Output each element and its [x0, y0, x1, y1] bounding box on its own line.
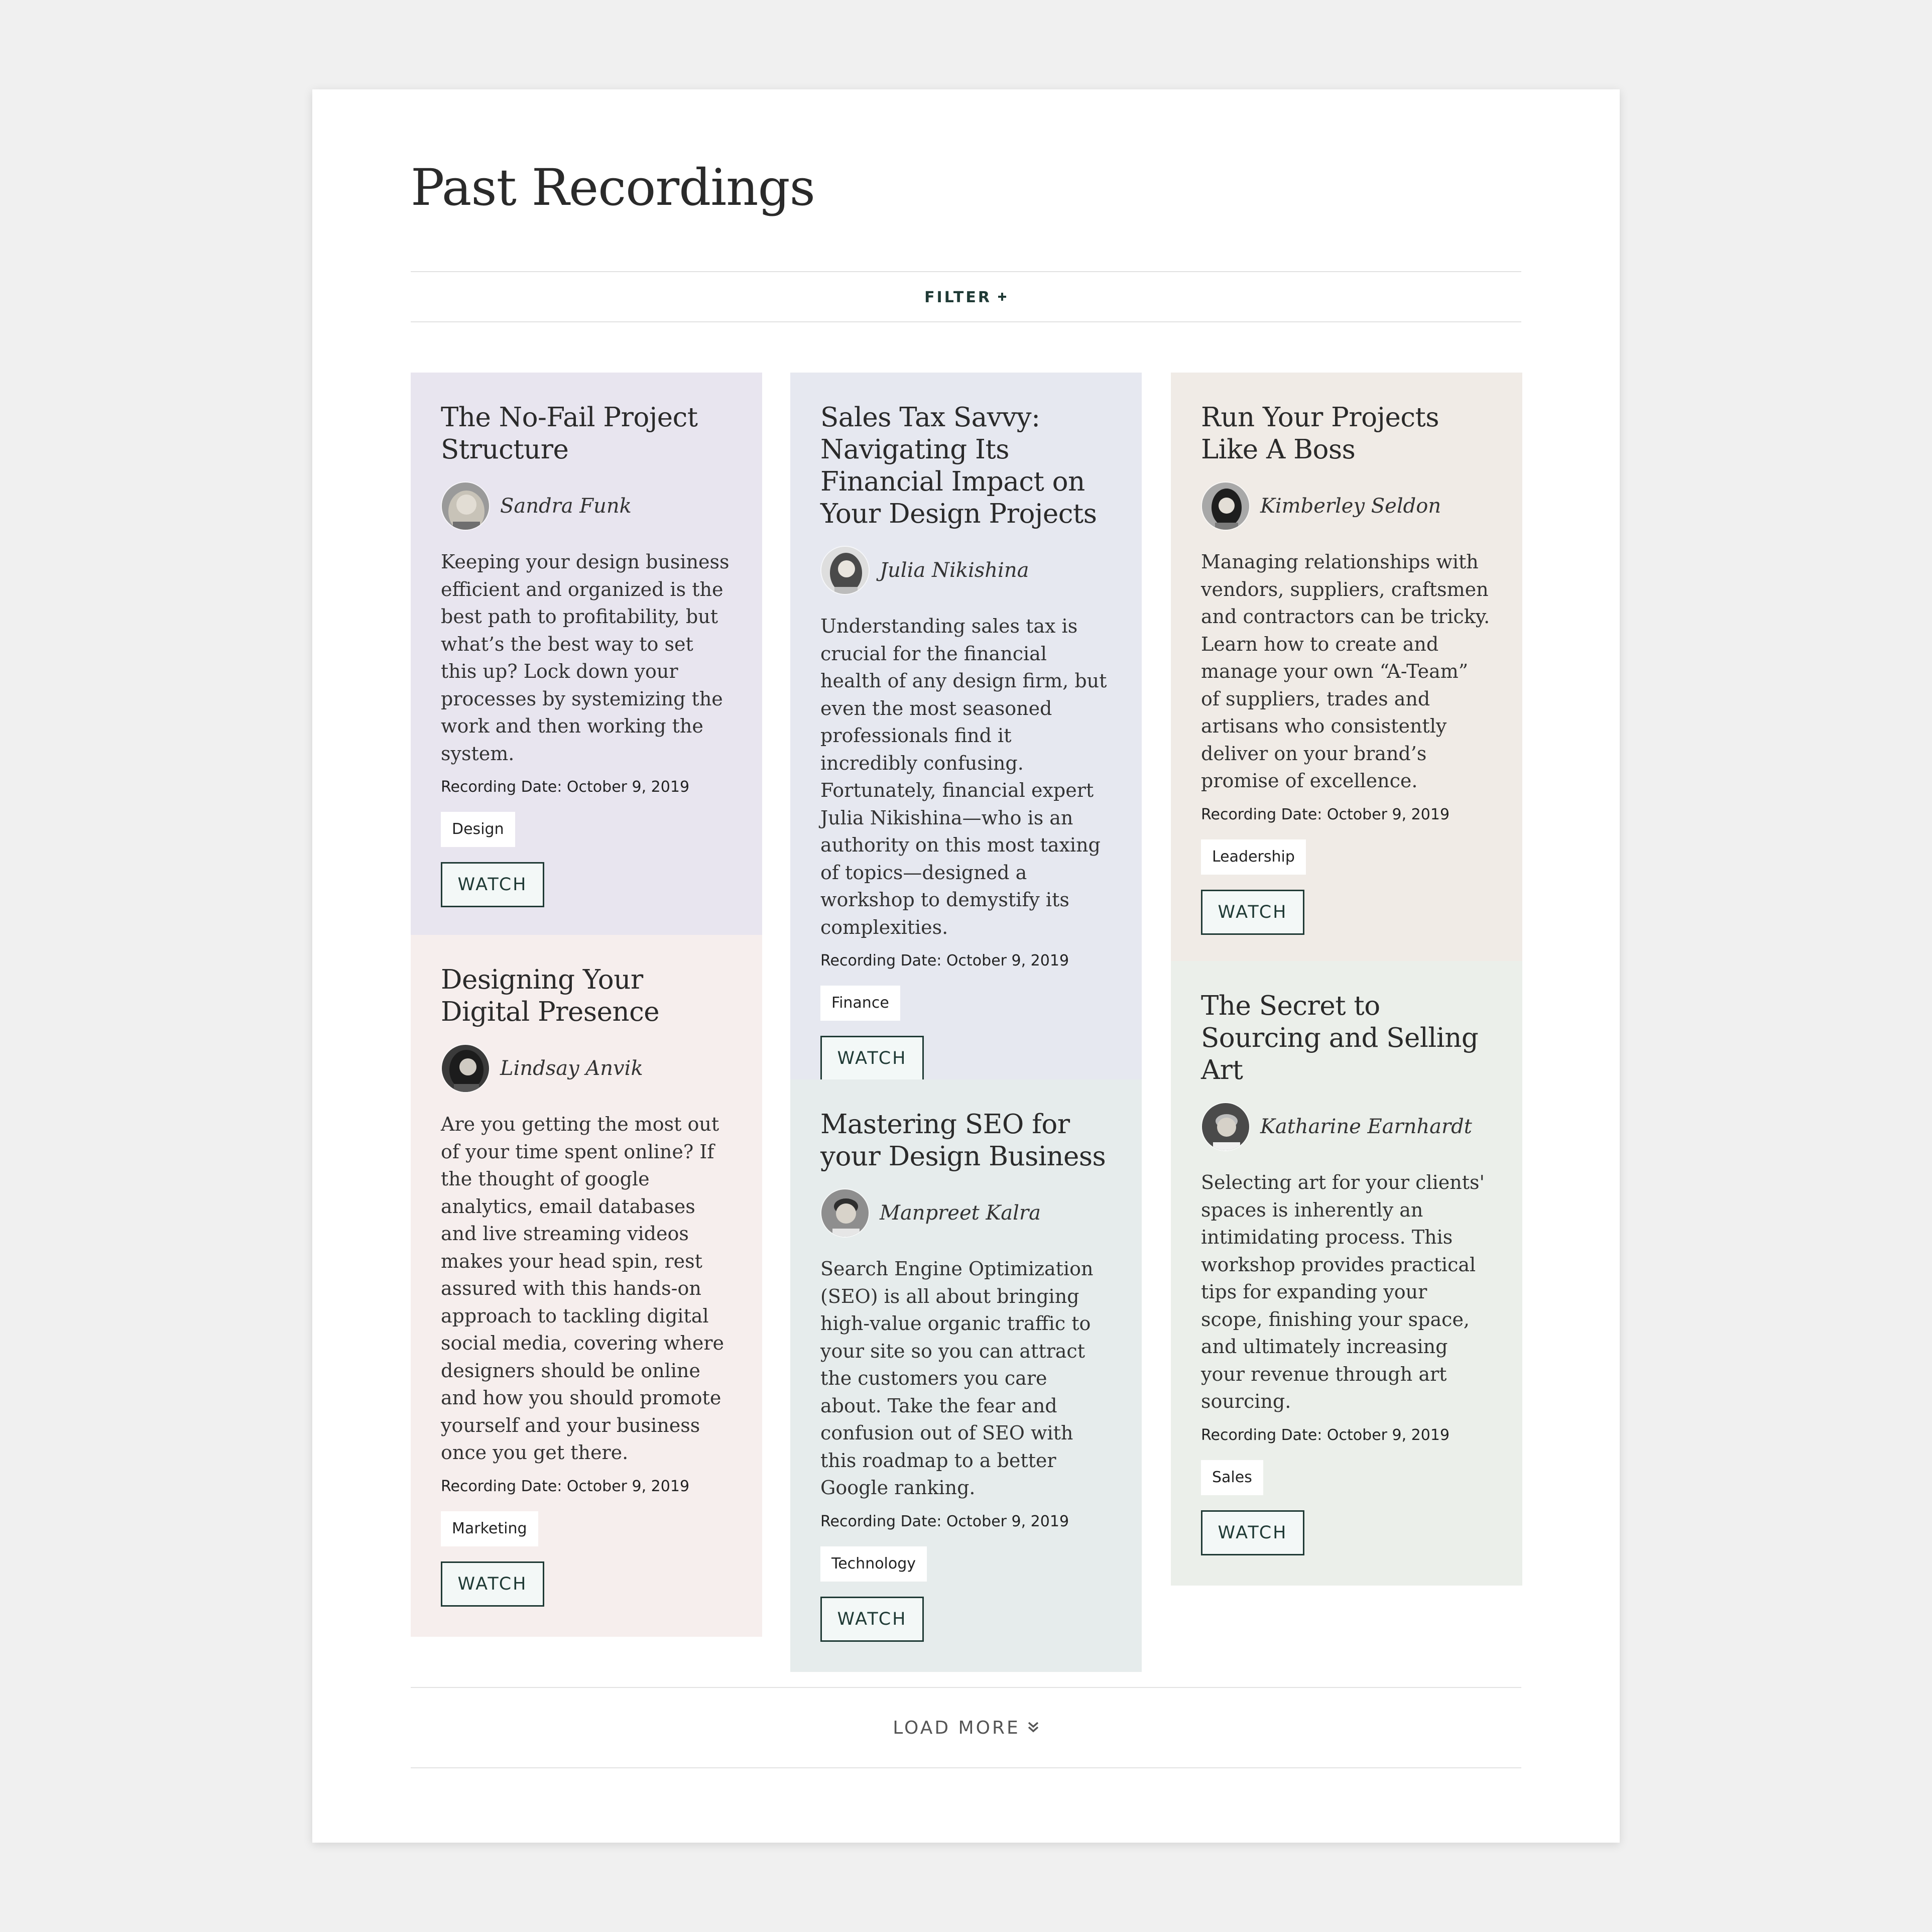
- watch-button[interactable]: WATCH: [820, 1036, 924, 1081]
- divider: [411, 321, 1521, 322]
- card-description: Keeping your design business efficient and organized is the best path to profitability, but what’s the best way to set this up? Lock down your processes by systemizing the work and then working the system.: [441, 551, 730, 765]
- card-description: Managing relationships with vendors, suppliers, craftsmen and contractors can be tricky. Learn how to create and manage your own “A-Team” of suppliers, trades and artisans who consistently deliver on your brand’s promise of excellence.: [1201, 551, 1490, 792]
- presenter-name: Katharine Earnhardt: [1260, 1115, 1472, 1138]
- presenter-name: Manpreet Kalra: [880, 1201, 1041, 1225]
- category-tag[interactable]: Sales: [1201, 1460, 1263, 1495]
- presenter: [1201, 1102, 1492, 1152]
- card-description: Search Engine Optimization (SEO) is all about bringing high-value organic traffic to your site so you can attract the customers you care about. Take the fear and confusion out of SEO with this roadmap to a better Google ranking.: [820, 1258, 1094, 1499]
- presenter: [820, 545, 1112, 595]
- card-description: Understanding sales tax is crucial for the financial health of any design firm, but even the most seasoned professionals find it incredibly confusing. Fortunately, financial expert Julia Nikishina—who is an authority on this most taxing of topics—designed a workshop to demystify its complexities.: [820, 615, 1107, 938]
- presenter: [1201, 481, 1492, 531]
- category-tag[interactable]: Finance: [820, 986, 900, 1021]
- card-title: The No-Fail Project Structure: [441, 402, 698, 465]
- presenter-name: Sandra Funk: [500, 495, 632, 518]
- load-more-button[interactable]: [411, 1688, 1521, 1767]
- card-title: Sales Tax Savvy: Navigating Its Financial Impact on Your Design Projects: [820, 402, 1097, 529]
- category-tag[interactable]: Leadership: [1201, 839, 1306, 875]
- card-title: Mastering SEO for your Design Business: [820, 1109, 1106, 1172]
- presenter: [441, 481, 732, 531]
- recording-date: Recording Date: October 9, 2019: [1201, 1426, 1450, 1444]
- avatar: [441, 481, 490, 531]
- avatar: [1201, 1102, 1250, 1151]
- watch-button[interactable]: WATCH: [820, 1597, 924, 1642]
- avatar: [441, 1044, 490, 1093]
- recording-card: [411, 935, 762, 1637]
- card-title: Run Your Projects Like A Boss: [1201, 402, 1439, 465]
- card-description: Selecting art for your clients' spaces is inherently an intimidating process. This workshop provides practical tips for expanding your scope, finishing your space, and ultimately increasing your revenue through art sourcing.: [1201, 1171, 1485, 1412]
- avatar: [820, 546, 870, 595]
- card-title: The Secret to Sourcing and Selling Art: [1201, 991, 1479, 1085]
- recording-date: Recording Date: October 9, 2019: [441, 778, 690, 796]
- card-description: Are you getting the most out of your time spent online? If the thought of google analytics, email databases and live streaming videos makes your head spin, rest assured with this hands-on approach to tackling digital social media, covering where designers should be online and how you should promote yourself and your business once you get there.: [441, 1113, 724, 1464]
- recording-date: Recording Date: October 9, 2019: [820, 952, 1069, 970]
- presenter-name: Lindsay Anvik: [500, 1057, 643, 1080]
- recording-date: Recording Date: October 9, 2019: [441, 1477, 690, 1495]
- recording-card: [790, 373, 1142, 1111]
- avatar: [820, 1188, 870, 1238]
- card-title: Designing Your Digital Presence: [441, 964, 660, 1027]
- presenter-name: Julia Nikishina: [880, 559, 1029, 582]
- recording-date: Recording Date: October 9, 2019: [1201, 805, 1450, 823]
- plus-icon: [997, 289, 1008, 306]
- recording-card: [411, 373, 762, 937]
- filter-button[interactable]: [411, 272, 1521, 322]
- recording-card: [1171, 961, 1522, 1586]
- load-more-label: LOAD MORE: [893, 1717, 1020, 1738]
- watch-button[interactable]: WATCH: [1201, 1510, 1304, 1555]
- watch-button[interactable]: WATCH: [441, 1561, 544, 1607]
- category-tag[interactable]: Design: [441, 812, 515, 847]
- recording-card: [1171, 373, 1522, 965]
- avatar: [1201, 481, 1250, 531]
- recording-card: [790, 1079, 1142, 1672]
- filter-label: FILTER: [924, 288, 992, 306]
- category-tag[interactable]: Technology: [820, 1546, 927, 1582]
- watch-button[interactable]: WATCH: [441, 862, 544, 907]
- recording-date: Recording Date: October 9, 2019: [820, 1512, 1069, 1530]
- watch-button[interactable]: WATCH: [1201, 890, 1304, 935]
- divider: [411, 1767, 1521, 1768]
- presenter: [820, 1188, 1112, 1238]
- double-chevron-down-icon: [1027, 1718, 1039, 1738]
- page-title: Past Recordings: [411, 158, 815, 217]
- presenter-name: Kimberley Seldon: [1260, 495, 1441, 518]
- presenter: [441, 1043, 732, 1094]
- category-tag[interactable]: Marketing: [441, 1511, 538, 1546]
